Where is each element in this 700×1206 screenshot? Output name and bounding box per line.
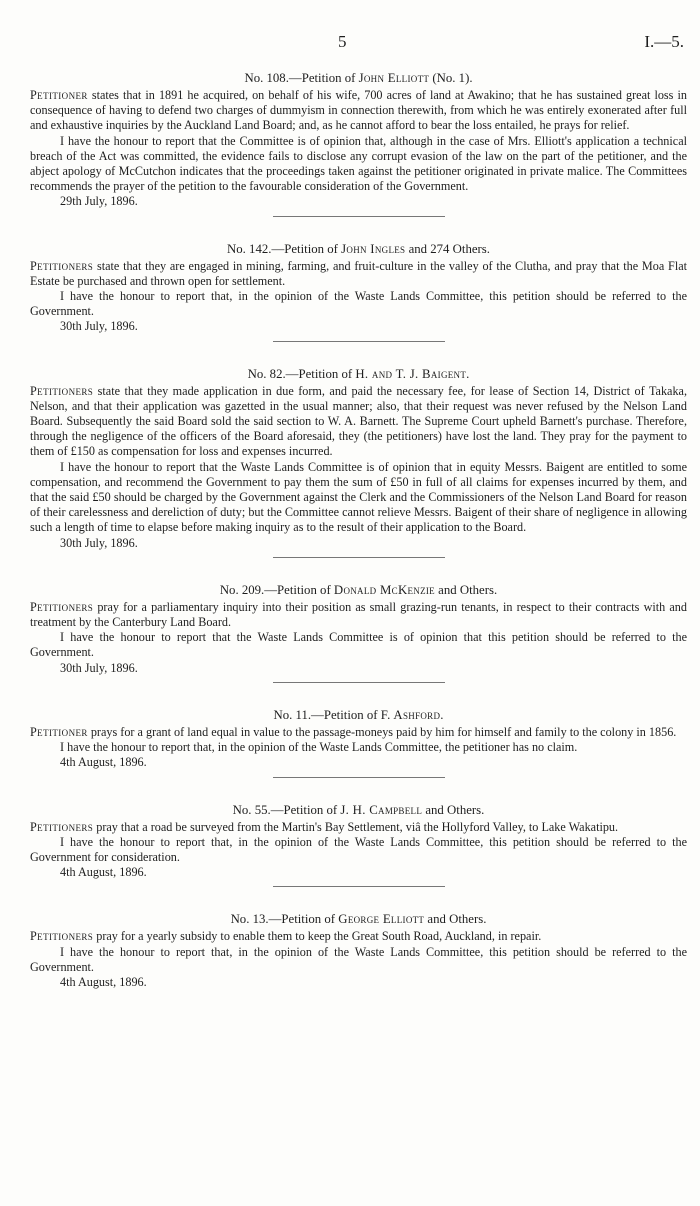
petition-heading-suffix: and Others.: [424, 912, 487, 927]
petition-number: No. 108.—Petition of: [244, 71, 359, 85]
committee-report: I have the honour to report that the Waste Lands Committee is of opinion that this petition should be referred to the Government.: [30, 630, 687, 660]
petitioner-name: F. Ashford: [380, 707, 441, 722]
petition-heading: [30, 366, 687, 382]
petition-statement: [30, 600, 687, 630]
section-divider: [273, 886, 445, 887]
petition-heading-suffix: and 274 Others.: [405, 241, 490, 256]
section-divider: [273, 341, 445, 342]
petition-number: No. 11.—Petition of: [273, 707, 381, 722]
report-date: 4th August, 1896.: [60, 865, 147, 880]
petition-heading: [30, 707, 687, 723]
petition-block: [30, 707, 687, 778]
page-number: 5: [338, 32, 347, 51]
petition-block: [30, 582, 687, 683]
petitioner-lead: Petitioners: [30, 599, 94, 614]
statement-text: pray that a road be surveyed from the Martin's Bay Settlement, viâ the Hollyford Valley, to Lake Wakatipu.: [93, 819, 619, 834]
committee-report: I have the honour to report that, in the opinion of the Waste Lands Committee, the petitioner has no claim.: [60, 740, 578, 755]
petitions-body: [30, 70, 687, 990]
report-date: 29th July, 1896.: [60, 194, 138, 209]
petition-number: No. 142.—Petition of: [227, 241, 342, 256]
petitioner-name: John Ingles: [341, 241, 406, 256]
petitioner-name: Donald McKenzie: [333, 582, 435, 597]
petition-block: [30, 70, 687, 217]
petition-number: No. 82.—Petition of: [247, 366, 356, 381]
petition-statement: [30, 259, 687, 289]
statement-text: state that they are engaged in mining, farming, and fruit-culture in the valley of the Clutha, and pray that the Moa Flat Estate be purchased and thrown open for settlement.: [30, 258, 687, 288]
statement-text: states that in 1891 he acquired, on behalf of his wife, 700 acres of land at Awakino; that he has sustained great loss in consequence of having to defend two charges of dummyism in connection therewith, from which he was entirely exonerated after full and exhaustive inquiries by the Auckland Land Board; and, as he cannot afford to bear the loss entailed, he prays for relief.: [30, 88, 687, 133]
petition-block: [30, 802, 687, 888]
petition-statement: [30, 384, 687, 460]
petition-number: No. 55.—Petition of: [232, 802, 341, 817]
report-date: 30th July, 1896.: [60, 319, 138, 334]
petition-statement: [30, 88, 687, 134]
petitioner-name: George Elliott: [338, 912, 425, 927]
petition-heading-suffix: and Others.: [422, 802, 485, 817]
petition-statement: [30, 725, 687, 740]
petition-block: [30, 911, 687, 990]
petition-block: [30, 241, 687, 342]
petition-heading: [30, 241, 687, 257]
statement-text: prays for a grant of land equal in value to the passage-moneys paid by him for himself and family to the colony in 1856.: [87, 724, 677, 739]
petitioner-lead: Petitioner: [30, 724, 88, 739]
committee-report: I have the honour to report that, in the opinion of the Waste Lands Committee, this petition should be referred to the Government.: [30, 289, 687, 319]
committee-report: I have the honour to report that, in the opinion of the Waste Lands Committee, this petition should be referred to the Government.: [30, 944, 687, 974]
statement-text: pray for a parliamentary inquiry into their position as small grazing-run tenants, in respect to their contracts with and treatment by the Canterbury Land Board.: [30, 599, 687, 630]
petition-number: No. 209.—Petition of: [219, 582, 334, 597]
section-divider: [273, 777, 445, 778]
petitioner-lead: Petitioners: [30, 929, 94, 944]
committee-report: I have the honour to report that, in the opinion of the Waste Lands Committee, this petition should be referred to the Government for consideration.: [30, 834, 687, 864]
petition-block: [30, 366, 687, 558]
report-date: 4th August, 1896.: [60, 755, 147, 770]
petition-statement: [30, 929, 687, 944]
petition-heading: [30, 70, 687, 86]
petitioner-lead: Petitioners: [30, 258, 94, 273]
section-divider: [273, 682, 445, 683]
petition-heading-suffix: .: [466, 366, 470, 381]
petition-heading-suffix: (No. 1).: [429, 71, 473, 85]
section-divider: [273, 557, 445, 558]
report-date: 4th August, 1896.: [60, 974, 147, 989]
petition-heading: [30, 802, 687, 818]
petitioner-lead: Petitioners: [30, 383, 94, 398]
report-date: 30th July, 1896.: [60, 660, 138, 675]
petition-heading: [30, 582, 687, 598]
petition-heading: [30, 911, 687, 927]
petition-number: No. 13.—Petition of: [230, 912, 339, 927]
petitioner-name: John Elliott: [358, 71, 430, 85]
petition-heading-suffix: and Others.: [434, 582, 498, 597]
petitioner-name: J. H. Campbell: [340, 802, 423, 817]
petitioner-lead: Petitioners: [30, 819, 94, 834]
section-divider: [273, 216, 445, 217]
statement-text: state that they made application in due form, and paid the necessary fee, for lease of Section 14, District of Takaka, Nelson, and that their application was gazetted in the usual manner; also, that their request was never refused by the Nelson Land Board. Subsequently the said Board sold the said section to W. A. Barnett. The Supreme Court upheld Barnett's purchase. Therefore, through the negligence of the officers of the Board aforesaid, they (the petitioners) have lost the land. They pray for the payment to them of £150 as compensation for loss and expenses incurred.: [30, 383, 687, 459]
petitioner-name: H. and T. J. Baigent: [355, 366, 467, 381]
statement-text: pray for a yearly subsidy to enable them to keep the Great South Road, Auckland, in repair.: [93, 929, 542, 944]
petition-heading-suffix: .: [440, 707, 444, 722]
report-date: 30th July, 1896.: [60, 535, 138, 550]
petitioner-lead: Petitioner: [30, 88, 88, 102]
committee-report: I have the honour to report that the Waste Lands Committee is of opinion that in equity Messrs. Baigent are entitled to some compensation, and recommend the Government to pay them the sum of £50 in full of all claims for expenses incurred by them, and that the said £50 should be charged by the Government against the Clerk and the Commissioners of the Nelson Land Board for reason of their carelessness and dereliction of duty; but the Committee cannot relieve Messrs. Baigent of their share of negligence in allowing such a length of time to elapse before making inquiry as to the result of their application to the Board.: [30, 459, 687, 535]
document-series-label: I.—5.: [644, 32, 684, 51]
petition-statement: [30, 820, 687, 835]
committee-report: I have the honour to report that the Committee is of opinion that, although in the case of Mrs. Elliott's application a technical breach of the Act was committed, the evidence fails to disclose any corrupt evasion of the law on the part of the petitioner, and the abject apology of McCutchon indicates that the proceedings taken against the petitioner originated in private malice. The Committees recommends the prayer of the petition to the favourable consideration of the Government.: [30, 133, 687, 194]
